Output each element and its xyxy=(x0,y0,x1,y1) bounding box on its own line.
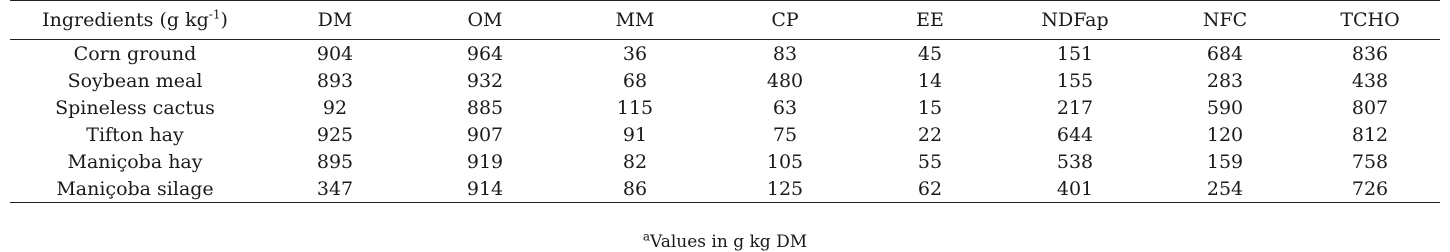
footnote-text: Values in g kg DM xyxy=(650,232,808,252)
ee-cell: 15 xyxy=(917,96,943,119)
ingredient-name: Maniçoba silage xyxy=(56,177,214,200)
header-ingredients-label: Ingredients (g kg xyxy=(42,9,209,31)
ee-cell: 55 xyxy=(917,150,943,173)
ingredient-name: Corn ground xyxy=(73,42,197,65)
dm-cell: 92 xyxy=(322,96,348,119)
ndfap-cell: 538 xyxy=(1056,150,1094,173)
ingredient-name: Maniçoba hay xyxy=(67,150,203,173)
header-dm: DM xyxy=(317,9,353,31)
nfc-cell: 283 xyxy=(1206,69,1244,92)
om-cell: 907 xyxy=(466,123,504,146)
table-row xyxy=(10,67,1440,94)
header-ndfap: NDFap xyxy=(1041,9,1109,31)
dm-cell: 925 xyxy=(316,123,354,146)
tcho-cell: 836 xyxy=(1351,42,1389,65)
nfc-cell: 120 xyxy=(1206,123,1244,146)
header-mm: MM xyxy=(615,9,655,31)
ndfap-cell: 155 xyxy=(1056,69,1094,92)
ee-cell: 22 xyxy=(917,123,943,146)
ndfap-cell: 401 xyxy=(1056,177,1094,200)
header-cp: CP xyxy=(771,9,799,31)
table-row xyxy=(10,40,1440,68)
dm-cell: 895 xyxy=(316,150,354,173)
ee-cell: 14 xyxy=(917,69,943,92)
tcho-cell: 758 xyxy=(1351,150,1389,173)
mm-cell: 82 xyxy=(622,150,648,173)
header-tcho: TCHO xyxy=(1340,9,1400,31)
table-footnote xyxy=(0,229,1450,252)
nfc-cell: 159 xyxy=(1206,150,1244,173)
header-ingredients-exponent: -1 xyxy=(208,7,221,22)
tcho-cell: 807 xyxy=(1351,96,1389,119)
ingredient-name: Spineless cactus xyxy=(55,96,215,119)
tcho-cell: 726 xyxy=(1351,177,1389,200)
footnote-marker: a xyxy=(642,229,650,244)
tcho-cell: 438 xyxy=(1351,69,1389,92)
dm-cell: 893 xyxy=(316,69,354,92)
dm-cell: 347 xyxy=(316,177,354,200)
header-ingredients-close: ) xyxy=(220,9,228,31)
header-ee: EE xyxy=(916,9,944,31)
om-cell: 964 xyxy=(466,42,504,65)
om-cell: 914 xyxy=(466,177,504,200)
ndfap-cell: 151 xyxy=(1056,42,1094,65)
composition-table xyxy=(10,0,1440,203)
cp-cell: 83 xyxy=(772,42,798,65)
ndfap-cell: 644 xyxy=(1056,123,1094,146)
ee-cell: 45 xyxy=(917,42,943,65)
cp-cell: 125 xyxy=(766,177,804,200)
header-om: OM xyxy=(467,9,503,31)
cp-cell: 480 xyxy=(766,69,804,92)
table-row xyxy=(10,121,1440,148)
header-nfc: NFC xyxy=(1202,9,1248,31)
mm-cell: 91 xyxy=(622,123,648,146)
dm-cell: 904 xyxy=(316,42,354,65)
mm-cell: 115 xyxy=(616,96,654,119)
tcho-cell: 812 xyxy=(1351,123,1389,146)
header-ingredients xyxy=(10,1,260,40)
table-row xyxy=(10,175,1440,203)
composition-table-container xyxy=(10,0,1440,203)
ingredient-name: Soybean meal xyxy=(67,69,203,92)
om-cell: 885 xyxy=(466,96,504,119)
ingredient-name: Tifton hay xyxy=(86,123,184,146)
nfc-cell: 254 xyxy=(1206,177,1244,200)
table-row xyxy=(10,94,1440,121)
mm-cell: 68 xyxy=(622,69,648,92)
table-header-row xyxy=(10,1,1440,40)
ee-cell: 62 xyxy=(917,177,943,200)
cp-cell: 105 xyxy=(766,150,804,173)
mm-cell: 36 xyxy=(622,42,648,65)
cp-cell: 75 xyxy=(772,123,798,146)
om-cell: 932 xyxy=(466,69,504,92)
ndfap-cell: 217 xyxy=(1056,96,1094,119)
nfc-cell: 590 xyxy=(1206,96,1244,119)
table-row xyxy=(10,148,1440,175)
om-cell: 919 xyxy=(466,150,504,173)
cp-cell: 63 xyxy=(772,96,798,119)
nfc-cell: 684 xyxy=(1206,42,1244,65)
mm-cell: 86 xyxy=(622,177,648,200)
